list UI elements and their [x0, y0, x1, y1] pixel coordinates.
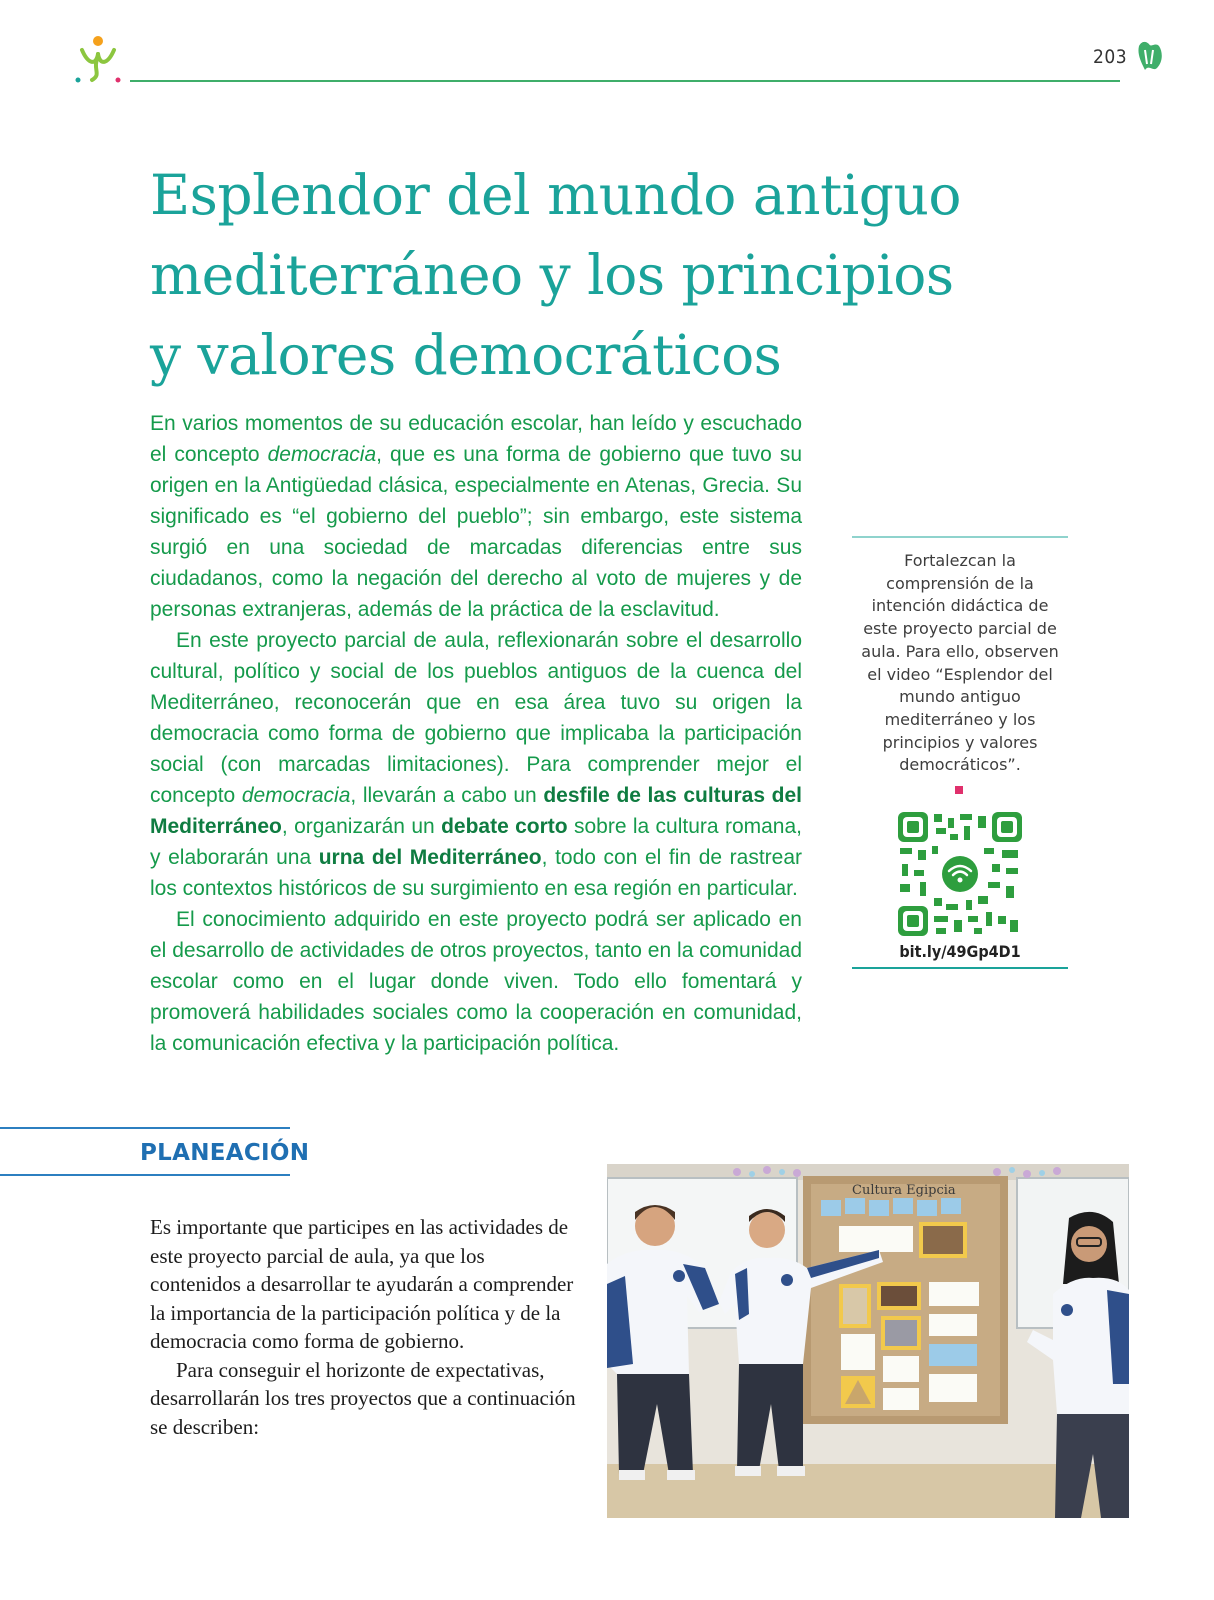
- project-desfile: desfile de las culturas del Mediterráneo: [150, 784, 802, 838]
- title-line-3: y valores democráticos: [150, 323, 782, 387]
- poster-heading: Cultura Egipcia: [852, 1183, 956, 1198]
- intro-text: [150, 408, 802, 1059]
- students-presenting-poster-photo: [607, 1164, 1129, 1518]
- project-debate: debate corto: [441, 815, 568, 838]
- title-line-1: Esplendor del mundo antiguo: [150, 163, 962, 227]
- intro-p2-text-d: sobre la cultura romana, y elaborarán una: [150, 815, 802, 869]
- qr-code-icon[interactable]: [898, 812, 1022, 936]
- intro-p2-text-e: , todo con el fin de rastrear los contextos históricos de su surgimiento en esa región en particular.: [150, 846, 802, 900]
- intro-paragraph-2: [150, 625, 802, 904]
- green-leaf-cluster-icon: [1135, 40, 1165, 74]
- intro-paragraph-1: [150, 408, 802, 625]
- intro-p1-text-b: , que es una forma de gobierno que tuvo su origen en la Antigüedad clásica, especialmente en Atenas, Grecia. Su significado es “el gobierno del pueblo”; sin embargo, este sistema surgió en una sociedad de marcadas diferencias entre sus ciudadanos, como la negación del derecho al voto de mujeres y de personas extranjeras, además de la práctica de la esclavitud.: [150, 443, 802, 621]
- intro-p2-text-a: En este proyecto parcial de aula, reflexionarán sobre el desarrollo cultural, político y social de los pueblos antiguos de la cuenca del Mediterráneo, reconocerán que en esa área tuvo su origen la democracia como forma de gobierno que implicaba la participación social (con marcadas limitaciones). Para comprender mejor el concepto: [150, 629, 802, 807]
- section-divider-bottom: [0, 1174, 290, 1176]
- video-link[interactable]: bit.ly/49Gp4D1: [899, 942, 1021, 961]
- sidebar-bullet: [955, 786, 963, 794]
- sidebar-bottom-divider: [852, 967, 1068, 969]
- sprout-person-logo-icon: [72, 34, 128, 84]
- project-urna: urna del Mediterráneo: [318, 846, 542, 869]
- title-line-2: mediterráneo y los principios: [150, 243, 954, 307]
- intro-p1-text-a: En varios momentos de su educación escolar, han leído y escuchado el concepto: [150, 412, 802, 466]
- sidebar-note: Fortalezcan la comprensión de la intención didáctica de este proyecto parcial de aula. Para ello, observen el video “Esplendor del mundo antiguo mediterráneo y los principios y valores democráticos”.: [861, 551, 1059, 775]
- intro-p2-emphasis: democracia: [241, 784, 351, 807]
- page-number: 203: [1093, 46, 1128, 68]
- intro-p2-text-b: , llevarán a cabo un: [350, 784, 544, 807]
- planning-text: [150, 1213, 580, 1441]
- sidebar-top-divider: [852, 536, 1068, 538]
- section-divider-top: [0, 1127, 290, 1129]
- section-heading-planeacion: PLANEACIÓN: [140, 1140, 310, 1166]
- planning-paragraph-2: Para conseguir el horizonte de expectativas, desarrollarán los tres proyectos que a continuación se describen:: [150, 1357, 576, 1439]
- planning-paragraph-1: Es importante que participes en las actividades de este proyecto parcial de aula, ya que los contenidos a desarrollar te ayudarán a comprender la importancia de la participación política y de la democracia como forma de gobierno.: [150, 1215, 574, 1353]
- intro-p2-text-c: , organizarán un: [281, 815, 442, 838]
- header-divider: [130, 80, 1120, 82]
- intro-p1-emphasis: democracia: [267, 443, 377, 466]
- page-title: [150, 155, 1050, 395]
- intro-paragraph-3: El conocimiento adquirido en este proyecto podrá ser aplicado en el desarrollo de actividades de otros proyectos, tanto en la comunidad escolar como en el lugar donde viven. Todo ello fomentará y promoverá habilidades sociales como la cooperación en comunidad, la comunicación efectiva y la participación política.: [150, 908, 802, 1055]
